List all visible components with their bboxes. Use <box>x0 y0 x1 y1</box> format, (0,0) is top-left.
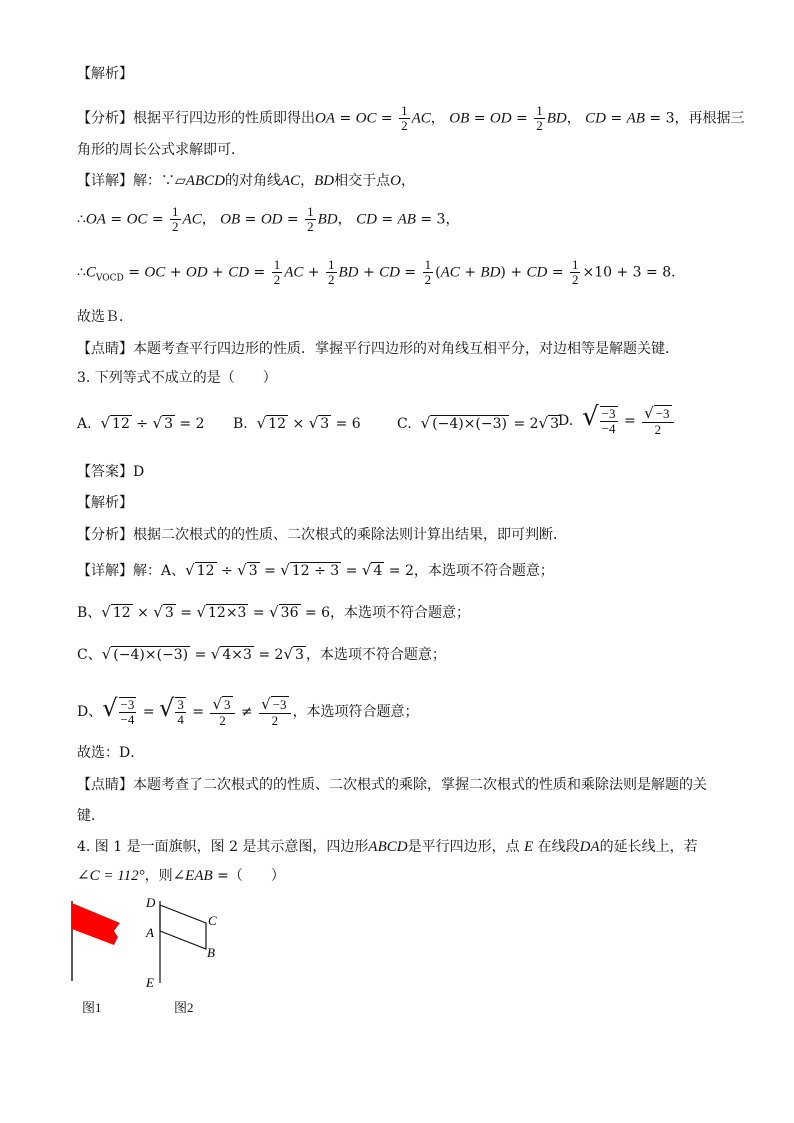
flag-cloth <box>72 903 120 945</box>
analysis-3: 【分析】根据二次根式的的性质、二次根式的乘除法则计算出结果，即可判断． <box>77 527 567 543</box>
comment-line-1: 【点睛】本题考查平行四边形的性质．掌握平行四边形的对角线互相平分，对边相等是解题关键． <box>77 341 679 357</box>
detail-3-c: C、√ (−4)×(−3) = √ 4×3 = 2√ 3 ，本选项不符合题意； <box>77 645 446 663</box>
question-4-line-2: ∠C = 112°，则∠EAB =（ ） <box>77 868 285 884</box>
detail-3-b: B、√ 12 × √ 3 = √ 12×3 = √ 36 = 6，本选项不符合题意； <box>77 603 471 621</box>
answer-3: 【答案】D <box>77 464 145 480</box>
choice-line-1: 故选Ｂ． <box>77 309 133 325</box>
analysis-heading-1: 【解析】 <box>77 66 133 82</box>
question-4-line-1: 4. 图 1 是一面旗帜，图 2 是其示意图，四边形ABCD是平行四边形，点 E 在线段DA的延长线上，若 <box>77 839 698 855</box>
detail-3-d: D、√ $\frac{-3}{-4}$ = √ $\frac{3}{4}$ = $\frac{√ 3}{2}$ ≠ $\frac{√ -3}{2}$ ，本选项符合题意； <box>77 694 419 728</box>
option-a: A. √ 12 ÷ √ 3 = 2 <box>77 414 205 432</box>
label-e: E <box>146 975 154 990</box>
detail-line-3: $\therefore C_{VOCD}$ = OC + OD + CD = $\frac{1}{2}$ AC + $\frac{1}{2}$ BD + CD = $\frac{1}{2}$ (AC + BD) + CD = $\frac{1}{2}$ ×10 + 3 = 8． <box>77 257 686 287</box>
analysis-line-1: 【分析】根据平行四边形的性质即得出OA = OC = $\frac{1}{2}$ AC， OB = OD = $\frac{1}{2}$ BD， CD = AB = 3，再根据三 <box>77 103 745 133</box>
flag-figures <box>70 893 230 1015</box>
option-b: B. √ 12 × √ 3 = 6 <box>233 414 361 432</box>
option-d: D. √ $\frac{-3}{-4}$ = $\frac{√ -3}{2}$ <box>558 405 676 437</box>
analysis-line-2: 角形的周长公式求解即可． <box>77 142 245 158</box>
label-a: A <box>146 925 154 940</box>
label-d: D <box>146 895 156 910</box>
caption-figure-1: 图1 <box>82 1000 102 1015</box>
comment-3-line-1: 【点睛】本题考查了二次根式的的性质、二次根式的乘除，掌握二次根式的性质和乘除法则是解题的关 <box>77 777 707 793</box>
parallelogram-abcd <box>160 905 206 949</box>
option-c: C. √ (−4)×(−3) = 2√ 3 <box>397 414 560 432</box>
detail-3-a: 【详解】解：A、√ 12 ÷ √ 3 = √ 12 ÷ 3 = √ 4 = 2，本选项不符合题意； <box>77 561 554 579</box>
choice-3: 故选：D． <box>77 745 145 761</box>
comment-3-line-2: 键． <box>77 808 105 824</box>
label-c: C <box>208 913 217 928</box>
analysis-heading-3: 【解析】 <box>77 495 133 511</box>
label-b: B <box>207 945 215 960</box>
question-3: 3. 下列等式不成立的是（ ） <box>77 370 277 386</box>
caption-figure-2: 图2 <box>174 1000 194 1015</box>
detail-line-2: ∴OA = OC = $\frac{1}{2}$ AC， OB = OD = $\frac{1}{2}$ BD， CD = AB = 3， <box>77 204 460 234</box>
detail-line-1: 【详解】解：∵▱ABCD的对角线AC，BD相交于点O， <box>77 173 415 189</box>
